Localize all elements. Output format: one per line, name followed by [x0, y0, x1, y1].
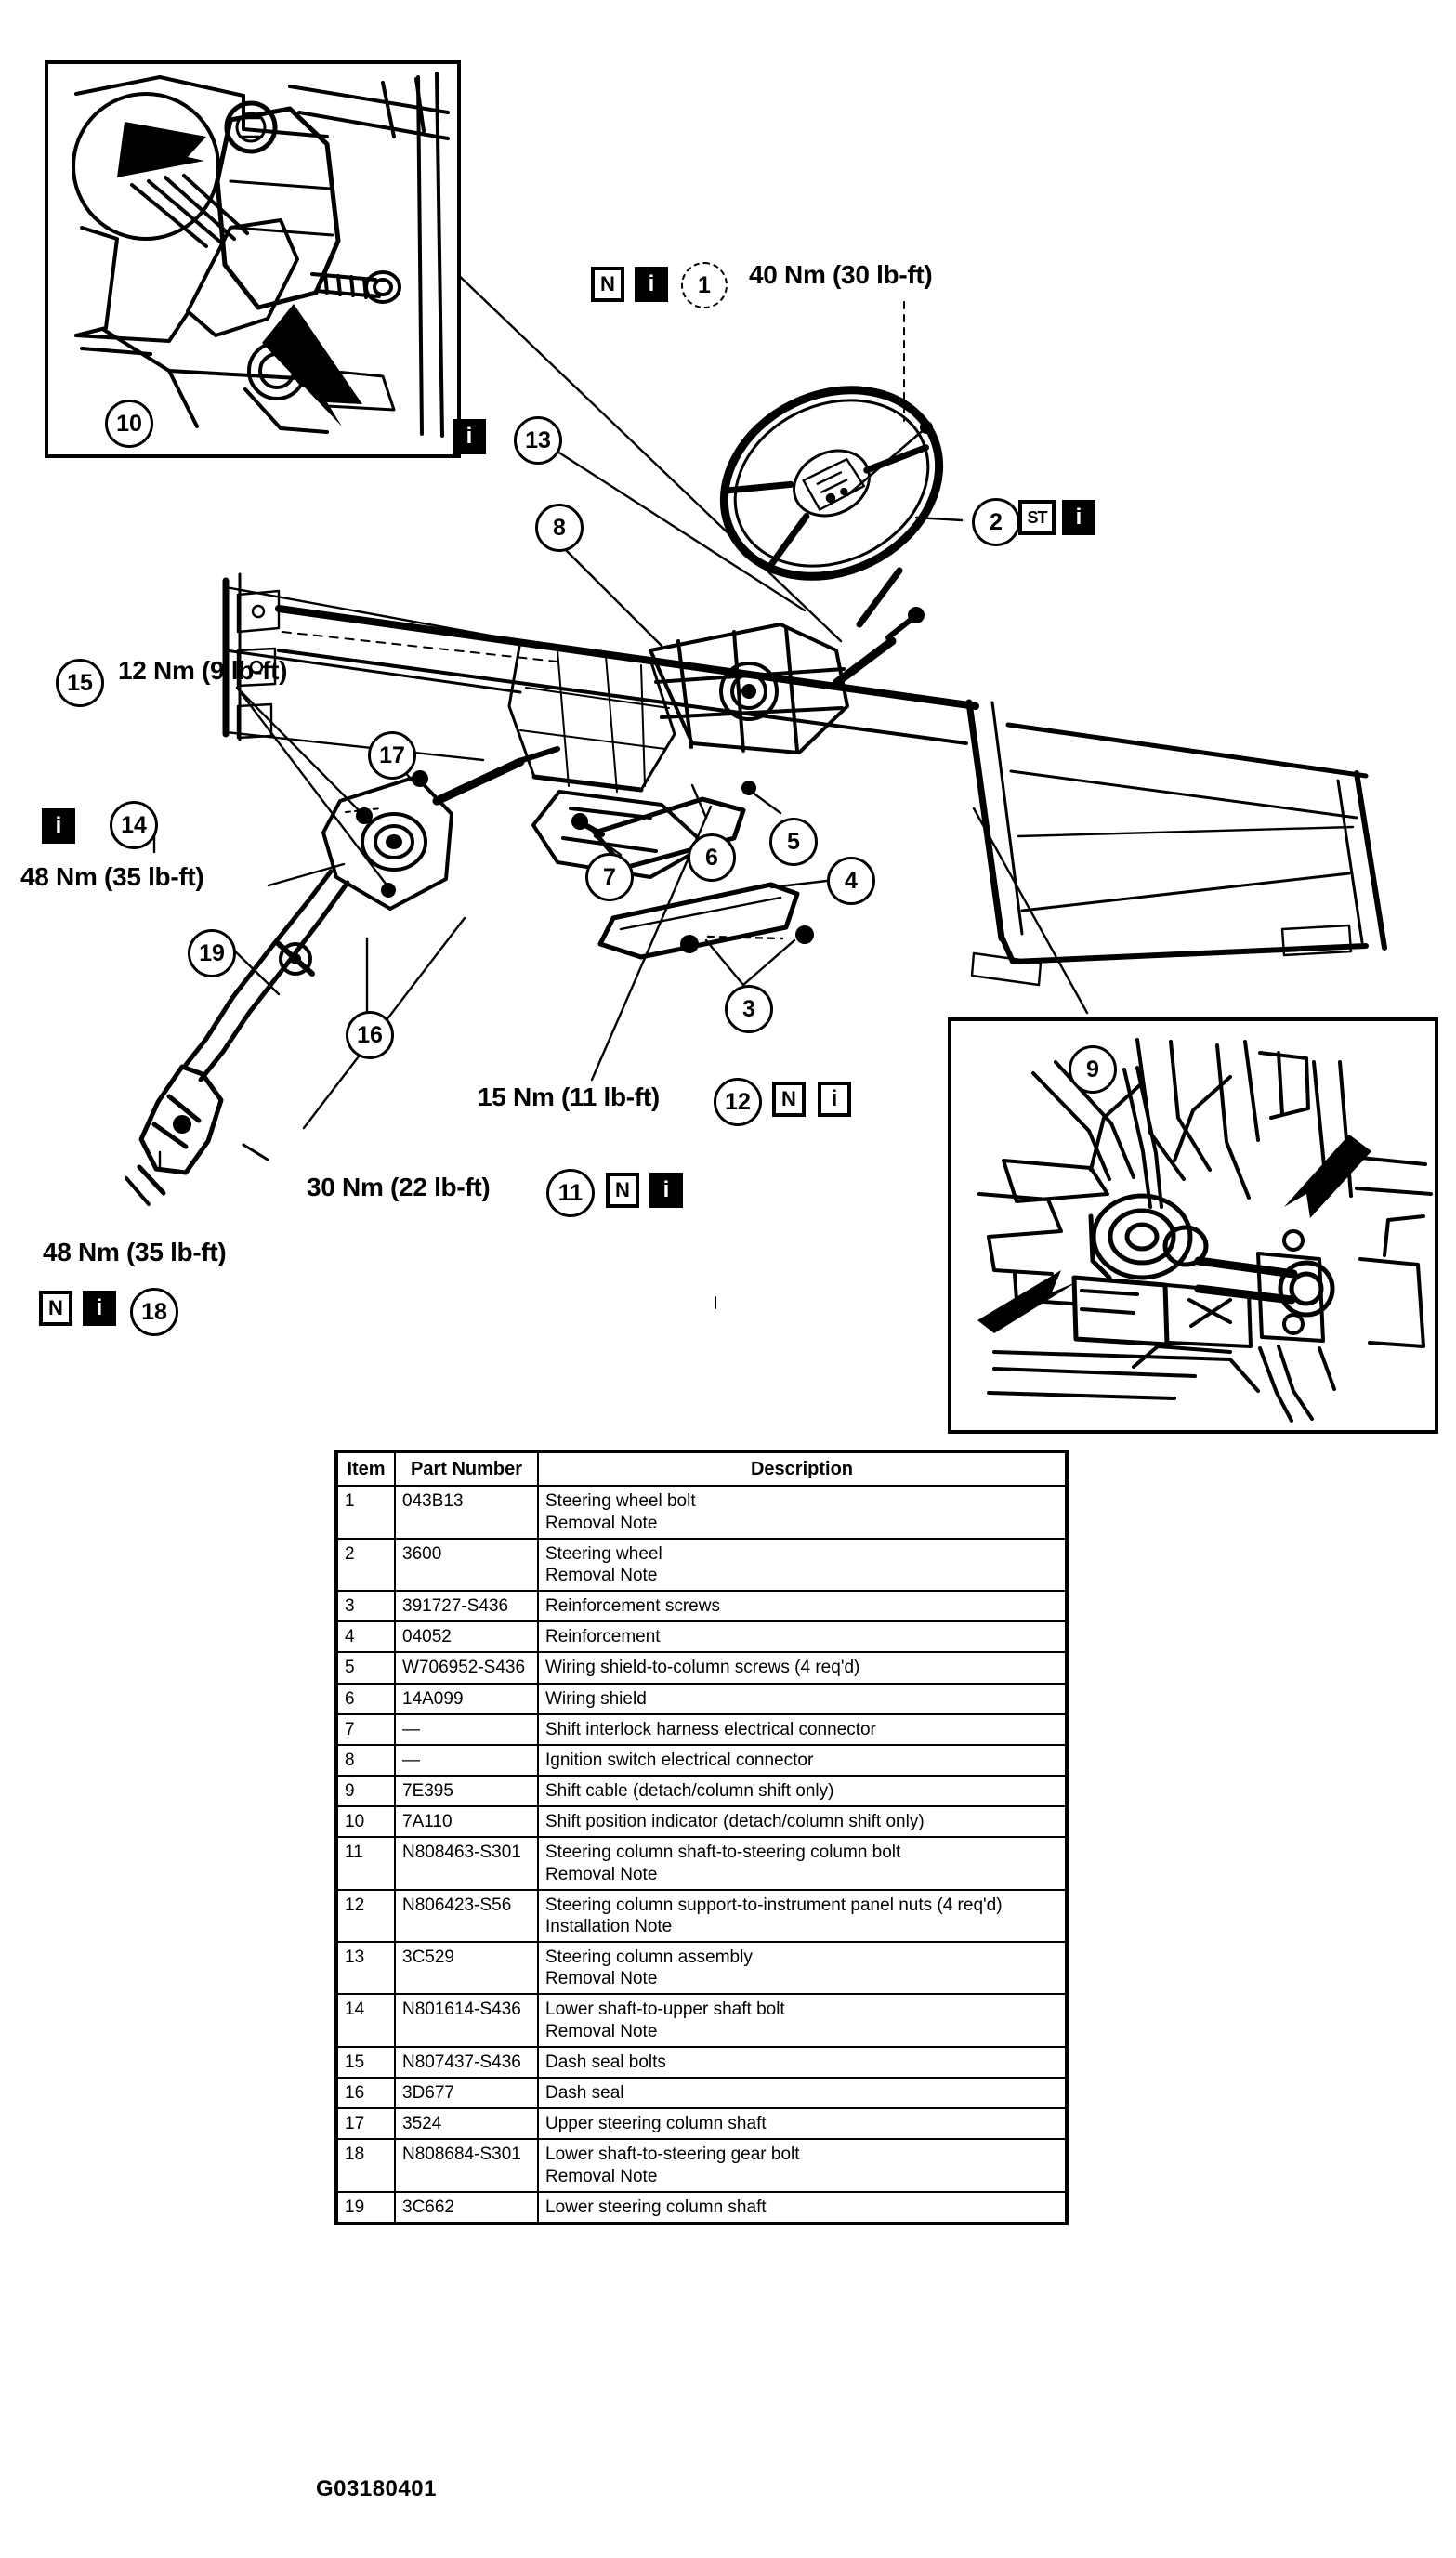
cell-part-number: W706952-S436 — [395, 1652, 538, 1683]
description-line: Dash seal bolts — [545, 2052, 666, 2072]
description-line: Shift cable (detach/column shift only) — [545, 1781, 834, 1802]
cell-part-number: 3600 — [395, 1539, 538, 1591]
cell-item: 6 — [336, 1684, 395, 1714]
cell-part-number: N808684-S301 — [395, 2139, 538, 2191]
table-row — [336, 2192, 1067, 2223]
cell-item: 15 — [336, 2047, 395, 2078]
description-line: Removal Note — [545, 2166, 658, 2186]
description-line: Installation Note — [545, 1916, 673, 1936]
cell-part-number: 7E395 — [395, 1776, 538, 1806]
table-row — [336, 2078, 1067, 2108]
figure-caption: G03180401 — [316, 2476, 437, 2501]
cell-part-number: 3C529 — [395, 1942, 538, 1994]
cell-part-number: — — [395, 1745, 538, 1776]
callout-7: 7 — [585, 853, 634, 901]
cell-description — [538, 1684, 1067, 1714]
column-header-part-number: Part Number — [395, 1451, 538, 1486]
cell-part-number: 3C662 — [395, 2192, 538, 2223]
cell-item: 7 — [336, 1714, 395, 1745]
symbol-box-i-item2: i — [1062, 500, 1095, 535]
cell-item: 3 — [336, 1591, 395, 1621]
column-header-item: Item — [336, 1451, 395, 1486]
cell-item: 5 — [336, 1652, 395, 1683]
callout-1: 1 — [681, 262, 728, 308]
table-row — [336, 2139, 1067, 2191]
symbol-box-n-item12: N — [772, 1082, 806, 1117]
description-line: Steering wheel — [545, 1543, 662, 1564]
cell-item: 13 — [336, 1942, 395, 1994]
cell-item: 16 — [336, 2078, 395, 2108]
cell-item: 4 — [336, 1621, 395, 1652]
cell-description — [538, 2047, 1067, 2078]
callout-5: 5 — [769, 818, 818, 866]
callout-19: 19 — [188, 929, 236, 977]
callout-17: 17 — [368, 731, 416, 780]
cell-description — [538, 1539, 1067, 1591]
cell-item: 17 — [336, 2108, 395, 2139]
description-line: Shift position indicator (detach/column shift only) — [545, 1812, 925, 1832]
callout-13: 13 — [514, 416, 562, 465]
table-row — [336, 1745, 1067, 1776]
cell-part-number: 14A099 — [395, 1684, 538, 1714]
torque-label-item14: 48 Nm (35 lb-ft) — [20, 862, 204, 891]
description-line: Ignition switch electrical connector — [545, 1750, 814, 1770]
cell-part-number: 04052 — [395, 1621, 538, 1652]
callout-15: 15 — [56, 659, 104, 707]
description-line: Upper steering column shaft — [545, 2114, 767, 2134]
cell-part-number: N807437-S436 — [395, 2047, 538, 2078]
symbol-box-i-item12: i — [818, 1082, 851, 1117]
table-row — [336, 1652, 1067, 1683]
cell-description — [538, 2139, 1067, 2191]
parts-table-header — [336, 1451, 1067, 1486]
callout-11: 11 — [546, 1169, 595, 1217]
cell-item: 1 — [336, 1486, 395, 1538]
table-row — [336, 1890, 1067, 1942]
torque-label-item1: 40 Nm (30 lb-ft) — [749, 260, 933, 289]
callout-12: 12 — [714, 1078, 762, 1126]
cell-part-number: — — [395, 1714, 538, 1745]
parts-table — [334, 1450, 1069, 2225]
description-line: Steering column shaft-to-steering column bolt — [545, 1843, 901, 1863]
cell-part-number: N801614-S436 — [395, 1994, 538, 2046]
cell-item: 12 — [336, 1890, 395, 1942]
symbol-box-i-item13: i — [453, 419, 486, 454]
description-line: Removal Note — [545, 1565, 658, 1585]
cell-description — [538, 1837, 1067, 1889]
description-line: Removal Note — [545, 1864, 658, 1884]
table-row — [336, 1486, 1067, 1538]
cell-part-number: 043B13 — [395, 1486, 538, 1538]
description-line: Lower steering column shaft — [545, 2197, 767, 2217]
cell-item: 8 — [336, 1745, 395, 1776]
callout-16: 16 — [346, 1011, 394, 1059]
torque-label-item11: 30 Nm (22 lb-ft) — [307, 1173, 491, 1201]
cell-item: 19 — [336, 2192, 395, 2223]
description-line: Wiring shield-to-column screws (4 req'd) — [545, 1658, 860, 1678]
column-header-description: Description — [538, 1451, 1067, 1486]
table-row — [336, 1539, 1067, 1591]
cell-item: 9 — [336, 1776, 395, 1806]
cell-item: 18 — [336, 2139, 395, 2191]
cell-description — [538, 1942, 1067, 1994]
symbol-box-n-item11: N — [606, 1173, 639, 1208]
description-line: Steering wheel bolt — [545, 1491, 696, 1512]
description-line: Steering column support-to-instrument panel nuts (4 req'd) — [545, 1895, 1003, 1915]
table-row — [336, 2047, 1067, 2078]
table-row — [336, 1837, 1067, 1889]
callout-14: 14 — [110, 801, 158, 849]
cell-part-number: 391727-S436 — [395, 1591, 538, 1621]
callout-18: 18 — [130, 1288, 178, 1336]
detail-inset-shift-cable — [948, 1017, 1438, 1434]
symbol-box-i-item14: i — [42, 808, 75, 844]
cell-description — [538, 1486, 1067, 1538]
table-row — [336, 1806, 1067, 1837]
detail-inset-shift-position-indicator — [45, 60, 461, 458]
symbol-box-n-item1: N — [591, 267, 624, 302]
table-row — [336, 1714, 1067, 1745]
cell-description — [538, 1591, 1067, 1621]
cell-item: 2 — [336, 1539, 395, 1591]
cell-description — [538, 1806, 1067, 1837]
table-row — [336, 2108, 1067, 2139]
torque-label-item18: 48 Nm (35 lb-ft) — [43, 1238, 227, 1266]
symbol-box-n-item18: N — [39, 1291, 72, 1326]
callout-10: 10 — [105, 400, 153, 448]
symbol-box-i-item18: i — [83, 1291, 116, 1326]
description-line: Lower shaft-to-steering gear bolt — [545, 2145, 800, 2165]
cell-description — [538, 2108, 1067, 2139]
cell-description — [538, 1621, 1067, 1652]
callout-6: 6 — [688, 833, 736, 882]
table-header-row — [336, 1451, 1067, 1486]
cell-description — [538, 1745, 1067, 1776]
description-line: Lower shaft-to-upper shaft bolt — [545, 2000, 785, 2020]
torque-label-item12: 15 Nm (11 lb-ft) — [478, 1082, 660, 1111]
cell-description — [538, 1776, 1067, 1806]
cell-part-number: N808463-S301 — [395, 1837, 538, 1889]
cell-description — [538, 2078, 1067, 2108]
callout-2: 2 — [972, 498, 1020, 546]
description-line: Reinforcement — [545, 1627, 661, 1647]
cell-item: 10 — [336, 1806, 395, 1837]
table-row — [336, 1591, 1067, 1621]
cell-description — [538, 1994, 1067, 2046]
description-line: Steering column assembly — [545, 1948, 753, 1968]
callout-9: 9 — [1069, 1045, 1117, 1094]
table-row — [336, 1621, 1067, 1652]
symbol-box-i-item1: i — [635, 267, 668, 302]
cell-description — [538, 1714, 1067, 1745]
table-row — [336, 1942, 1067, 1994]
description-line: Shift interlock harness electrical connector — [545, 1719, 876, 1739]
table-row — [336, 1776, 1067, 1806]
description-line: Removal Note — [545, 2021, 658, 2041]
cell-part-number: N806423-S56 — [395, 1890, 538, 1942]
description-line: Removal Note — [545, 1513, 658, 1533]
description-line: Wiring shield — [545, 1688, 647, 1709]
cell-description — [538, 1652, 1067, 1683]
cell-item: 11 — [336, 1837, 395, 1889]
table-row — [336, 1994, 1067, 2046]
cell-item: 14 — [336, 1994, 395, 2046]
cell-description — [538, 2192, 1067, 2223]
torque-label-item15: 12 Nm (9 lb-ft) — [118, 656, 288, 685]
cell-part-number: 3D677 — [395, 2078, 538, 2108]
description-line: Removal Note — [545, 1969, 658, 1989]
description-line: Dash seal — [545, 2083, 624, 2103]
symbol-box-i-item11: i — [649, 1173, 683, 1208]
cell-description — [538, 1890, 1067, 1942]
parts-table-body — [336, 1486, 1067, 2223]
description-line: Reinforcement screws — [545, 1596, 720, 1617]
symbol-box-st-item2: ST — [1018, 500, 1056, 535]
callout-3: 3 — [725, 985, 773, 1033]
callout-8: 8 — [535, 504, 584, 552]
cell-part-number: 3524 — [395, 2108, 538, 2139]
cell-part-number: 7A110 — [395, 1806, 538, 1837]
table-row — [336, 1684, 1067, 1714]
callout-4: 4 — [827, 857, 875, 905]
